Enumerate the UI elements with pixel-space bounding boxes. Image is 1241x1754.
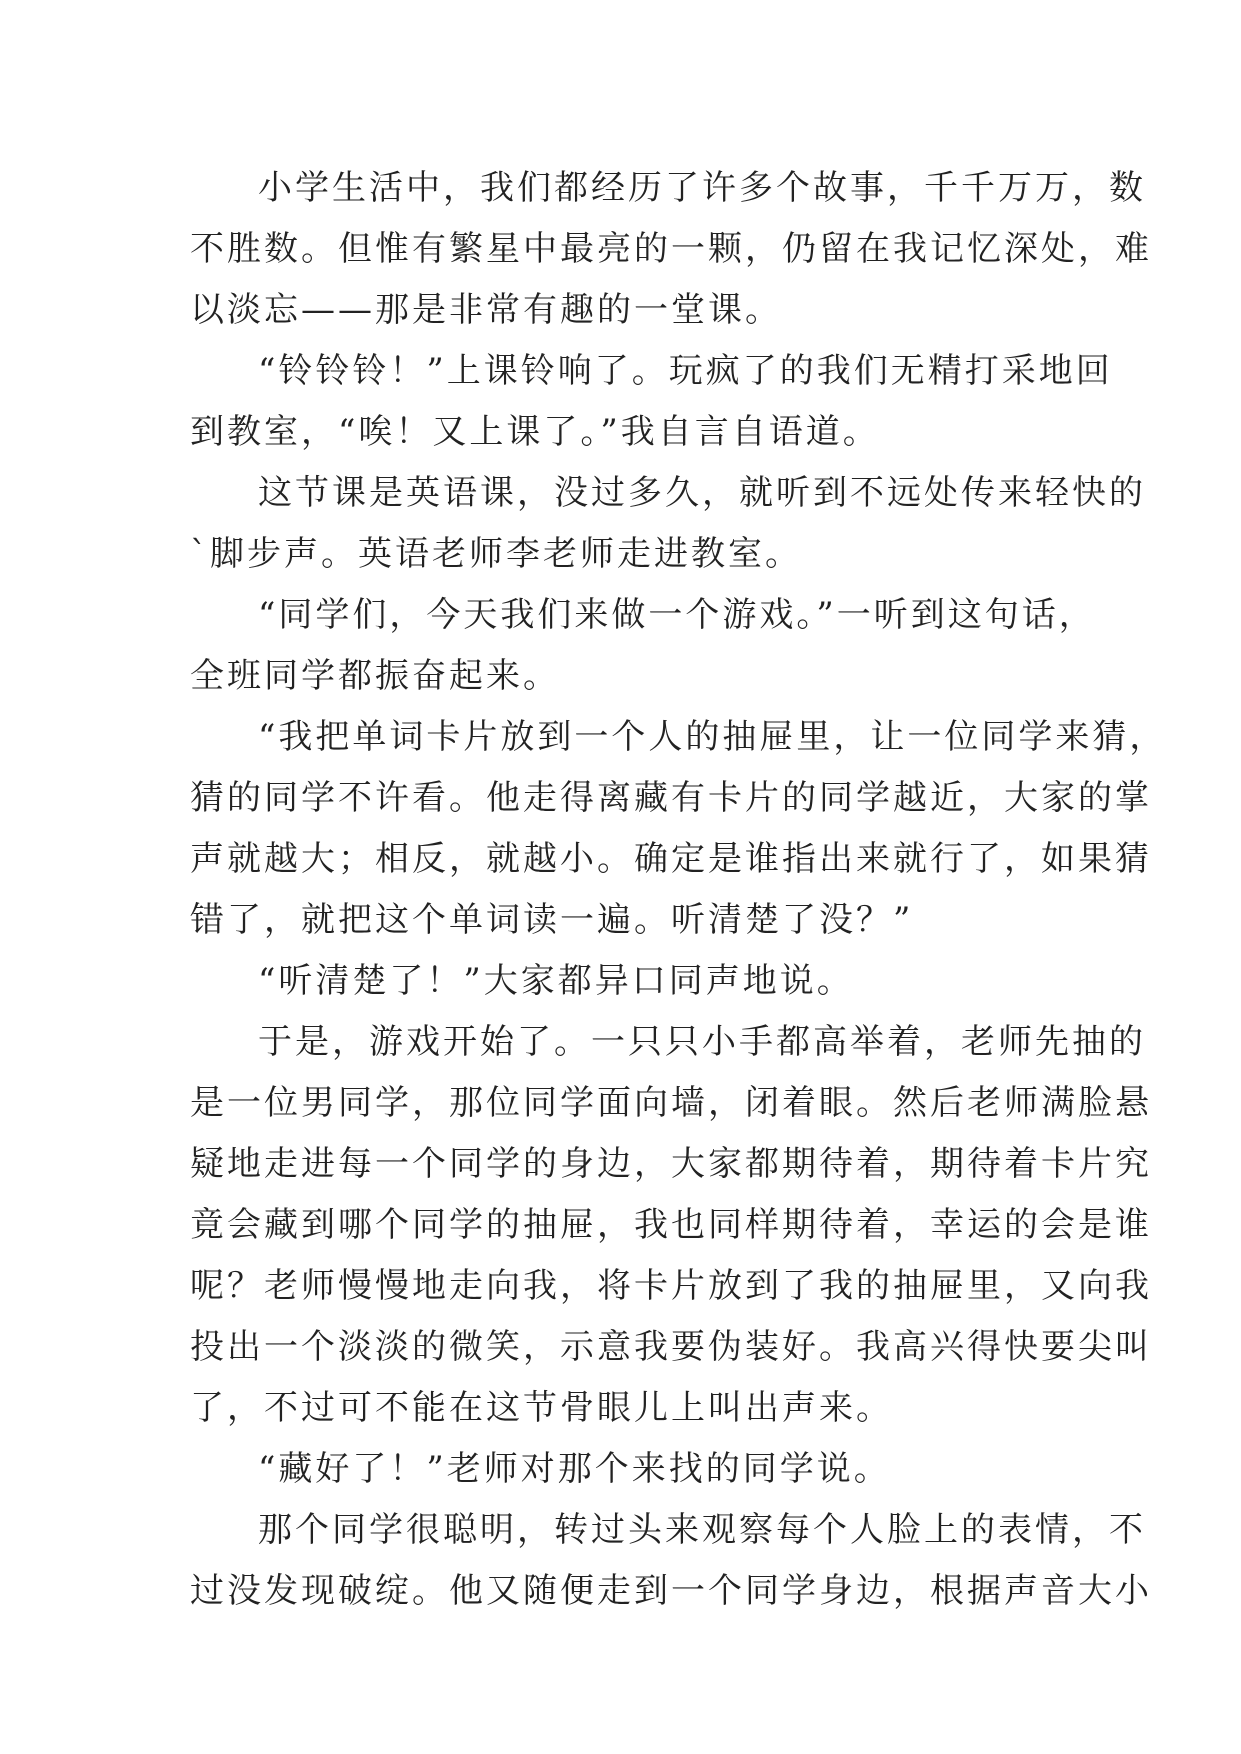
text-line: 过没发现破绽。他又随便走到一个同学身边，根据声音大小 (190, 1571, 1152, 1611)
text-line: 声就越大；相反，就越小。确定是谁指出来就行了，如果猜 (190, 839, 1152, 879)
text-line: `脚步声。英语老师李老师走进教室。 (190, 534, 802, 574)
text-line: 不胜数。但惟有繁星中最亮的一颗，仍留在我记忆深处，难 (190, 229, 1152, 269)
text-line: “我把单词卡片放到一个人的抽屉里，让一位同学来猜， (258, 717, 1167, 757)
text-line: 错了，就把这个单词读一遍。听清楚了没？” (190, 900, 914, 940)
essay-body (190, 158, 1167, 1622)
text-line: 了，不过可不能在这节骨眼儿上叫出声来。 (190, 1388, 893, 1428)
text-line: 猜的同学不许看。他走得离藏有卡片的同学越近，大家的掌 (190, 778, 1152, 818)
text-line: 投出一个淡淡的微笑，示意我要伪装好。我高兴得快要尖叫 (190, 1327, 1152, 1367)
text-line: 以淡忘——那是非常有趣的一堂课。 (190, 290, 782, 330)
text-line: 于是，游戏开始了。一只只小手都高举着，老师先抽的 (258, 1022, 1146, 1062)
text-line: 全班同学都振奋起来。 (190, 656, 560, 696)
text-line: 这节课是英语课，没过多久，就听到不远处传来轻快的 (258, 473, 1146, 513)
text-line: 是一位男同学，那位同学面向墙，闭着眼。然后老师满脸悬 (190, 1083, 1152, 1123)
text-line: “听清楚了！”大家都异口同声地说。 (258, 961, 854, 1001)
text-line: 疑地走进每一个同学的身边，大家都期待着，期待着卡片究 (190, 1144, 1152, 1184)
text-line: 那个同学很聪明，转过头来观察每个人脸上的表情，不 (258, 1510, 1146, 1550)
text-line: 呢？老师慢慢地走向我，将卡片放到了我的抽屉里，又向我 (190, 1266, 1152, 1306)
text-line: 竟会藏到哪个同学的抽屉，我也同样期待着，幸运的会是谁 (190, 1205, 1152, 1245)
text-line: 到教室，“唉！又上课了。”我自言自语道。 (190, 412, 880, 452)
text-line: “铃铃铃！”上课铃响了。玩疯了的我们无精打采地回 (258, 351, 1113, 391)
text-line: “同学们，今天我们来做一个游戏。”一听到这句话， (258, 595, 1096, 635)
text-line: “藏好了！”老师对那个来找的同学说。 (258, 1449, 891, 1489)
text-line: 小学生活中，我们都经历了许多个故事，千千万万，数 (258, 168, 1146, 208)
